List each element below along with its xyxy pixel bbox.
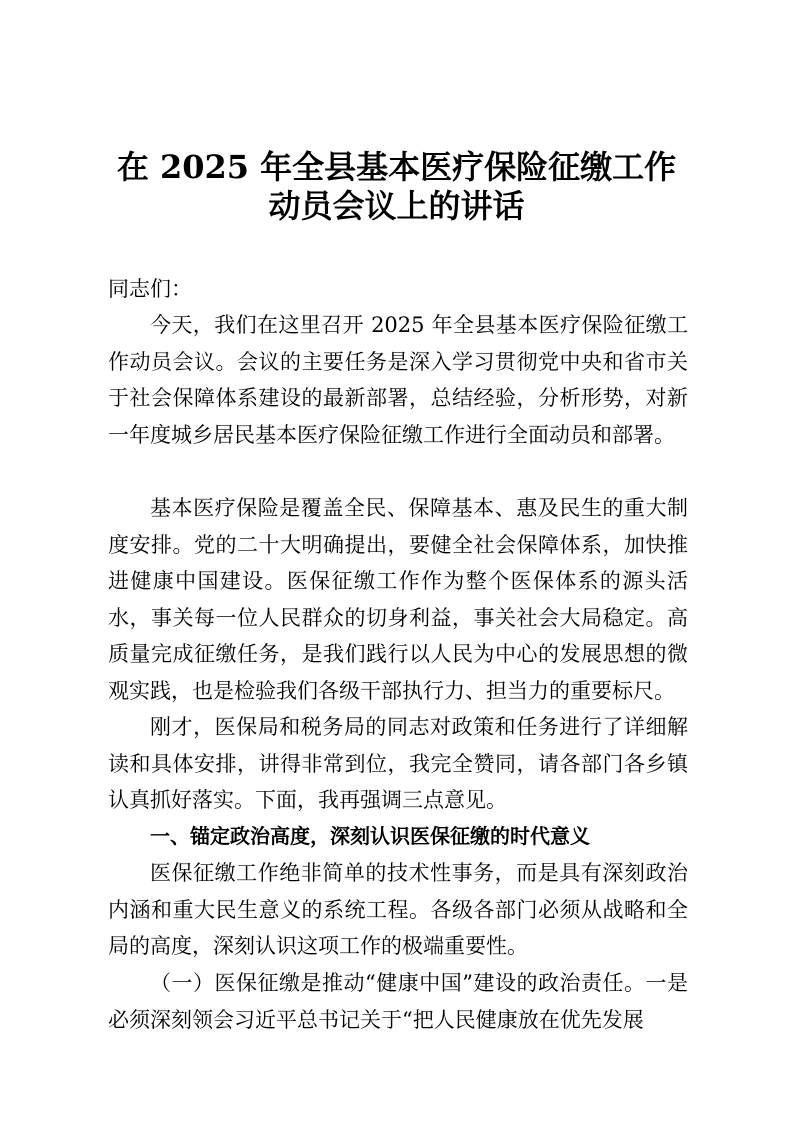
section-heading-1: 一、锚定政治高度，深刻认识医保征缴的时代意义 xyxy=(150,824,590,848)
paragraph-section-1-intro: 医保征缴工作绝非简单的技术性事务，而是具有深刻政治内涵和重大民生意义的系统工程。各级各部门必须从战略和全局的高度，深刻认识这项工作的极端重要性。 xyxy=(108,861,688,958)
document-title-line-1: 在 2025 年全县基本医疗保险征缴工作 xyxy=(116,148,677,186)
paragraph-subsection-1: （一）医保征缴是推动“健康中国”建设的政治责任。一是必须深刻领会习近平总书记关于“把人民健康放在优先发展 xyxy=(108,971,688,1032)
paragraph-transition: 刚才，医保局和税务局的同志对政策和任务进行了详细解读和具体安排，讲得非常到位，我完全赞同，请各部门各乡镇认真抓好落实。下面，我再强调三点意见。 xyxy=(108,715,688,812)
paragraph-significance: 基本医疗保险是覆盖全民、保障基本、惠及民生的重大制度安排。党的二十大明确提出，要健全社会保障体系，加快推进健康中国建设。医保征缴工作作为整个医保体系的源头活水，事关每一位人民群众的切身利益，事关社会大局稳定。高质量完成征缴任务，是我们践行以人民为中心的发展思想的微观实践，也是检验我们各级干部执行力、担当力的重要标尺。 xyxy=(108,496,688,703)
paragraph-opening: 今天，我们在这里召开 2025 年全县基本医疗保险征缴工作动员会议。会议的主要任务是深入学习贯彻党中央和省市关于社会保障体系建设的最新部署，总结经验，分析形势，对新一年度城乡居民基本医疗保险征缴工作进行全面动员和部署。 xyxy=(108,313,688,447)
salutation: 同志们： xyxy=(108,277,192,301)
document-title-line-2: 动员会议上的讲话 xyxy=(268,187,525,225)
